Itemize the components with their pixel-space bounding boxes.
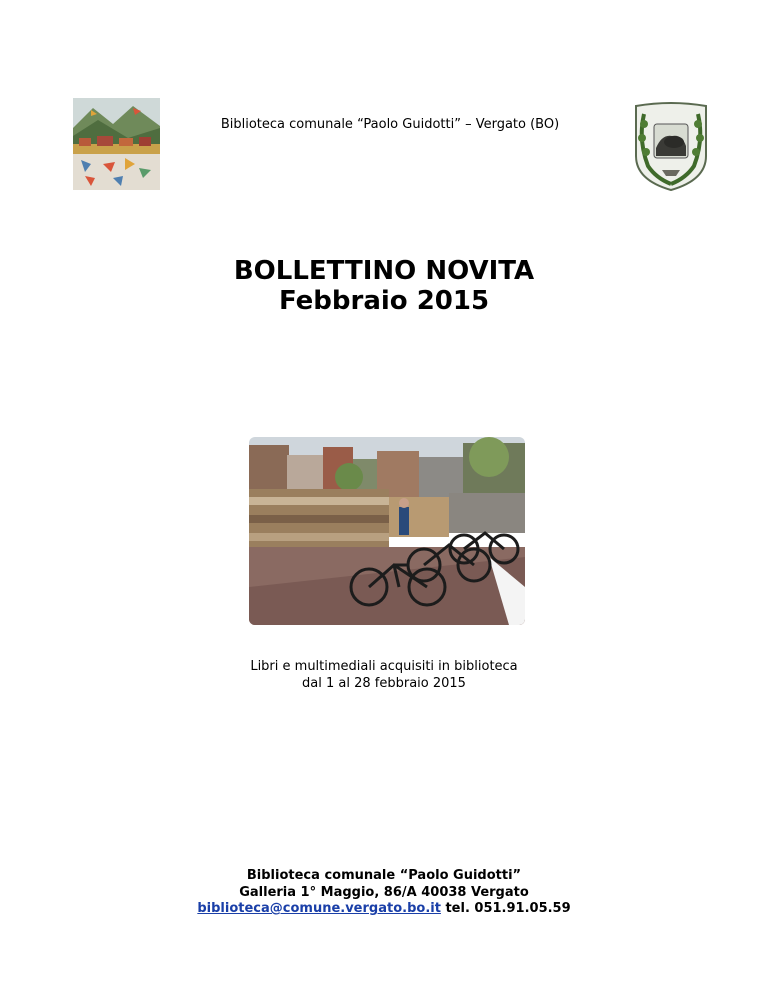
bulletin-date: Febbraio 2015 [278,286,490,316]
description-line-2: dal 1 al 28 febbraio 2015 [302,676,466,691]
bulletin-title: BOLLETTINO NOVITA [233,256,535,286]
header-library-line: Biblioteca comunale “Paolo Guidotti” – Vergato (BO) [220,117,560,132]
footer-phone: tel. 051.91.05.59 [440,901,571,916]
footer-contacts [0,900,768,917]
description-line-1: Libri e multimediali acquisiti in biblioteca [250,659,518,674]
coat-of-arms [626,100,716,192]
footer-address: Galleria 1° Maggio, 86/A 40038 Vergato [239,885,529,900]
email-link[interactable]: biblioteca@comune.vergato.bo.it [197,901,441,916]
library-logo-painting [73,98,160,190]
footer-library-name: Biblioteca comunale “Paolo Guidotti” [246,868,522,883]
book-market-photo [249,437,525,625]
